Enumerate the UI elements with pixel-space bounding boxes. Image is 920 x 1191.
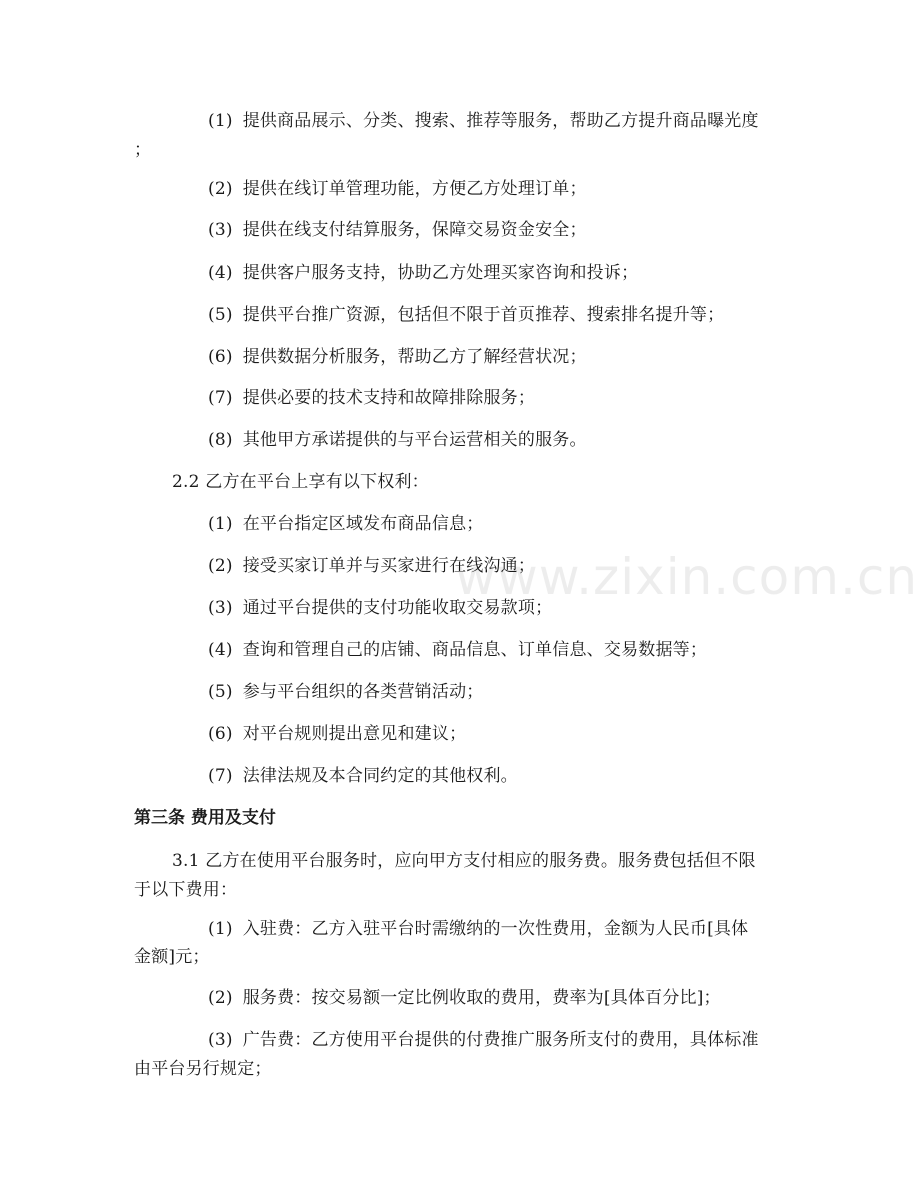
list-item xyxy=(208,555,535,577)
item-number: (3) xyxy=(208,598,233,618)
clause-3-1-continuation: 于以下费用： xyxy=(134,880,238,900)
list-item xyxy=(208,262,638,284)
item-number: (6) xyxy=(208,347,233,367)
item-number: (7) xyxy=(208,388,233,408)
list-item xyxy=(208,178,587,200)
list-item xyxy=(208,681,484,703)
list-item xyxy=(208,639,707,661)
item-number: (5) xyxy=(208,682,233,702)
item-text: 接受买家订单并与买家进行在线沟通； xyxy=(242,556,536,576)
clause-2-2: 2.2 乙方在平台上享有以下权利： xyxy=(172,472,429,492)
item-text: 广告费：乙方使用平台提供的付费推广服务所支付的费用，具体标准 xyxy=(242,1030,759,1050)
list-item xyxy=(208,1029,759,1051)
article-3-heading: 第三条 费用及支付 xyxy=(134,808,276,828)
item-text: 提供在线订单管理功能，方便乙方处理订单； xyxy=(242,179,587,199)
list-item xyxy=(208,110,759,132)
list-item-continuation: 金额]元； xyxy=(134,947,210,967)
item-text: 服务费：按交易额一定比例收取的费用，费率为[具体百分比]； xyxy=(242,988,721,1008)
list-item xyxy=(208,597,552,619)
item-number: (2) xyxy=(208,556,233,576)
watermark: www.zixin.com.cn xyxy=(455,548,919,606)
item-number: (1) xyxy=(208,111,233,131)
item-text: 入驻费：乙方入驻平台时需缴纳的一次性费用，金额为人民币[具体 xyxy=(242,919,749,939)
list-item-continuation: 由平台另行规定； xyxy=(134,1059,272,1079)
list-item xyxy=(208,918,748,940)
item-number: (2) xyxy=(208,988,233,1008)
item-text: 提供客户服务支持，协助乙方处理买家咨询和投诉； xyxy=(242,263,639,283)
item-number: (7) xyxy=(208,766,233,786)
item-text: 查询和管理自己的店铺、商品信息、订单信息、交易数据等； xyxy=(242,640,708,660)
item-text: 提供数据分析服务，帮助乙方了解经营状况； xyxy=(242,347,587,367)
item-text: 提供平台推广资源，包括但不限于首页推荐、搜索排名提升等； xyxy=(242,305,725,325)
list-item xyxy=(208,765,518,787)
clause-3-1: 3.1 乙方在使用平台服务时，应向甲方支付相应的服务费。服务费包括但不限 xyxy=(172,851,756,871)
item-text: 对平台规则提出意见和建议； xyxy=(242,724,467,744)
list-item xyxy=(208,429,587,451)
item-number: (6) xyxy=(208,724,233,744)
item-number: (3) xyxy=(208,220,233,240)
list-item xyxy=(208,219,587,241)
item-number: (4) xyxy=(208,640,233,660)
list-item xyxy=(208,346,587,368)
item-number: (5) xyxy=(208,305,233,325)
item-number: (1) xyxy=(208,514,233,534)
list-item xyxy=(208,513,484,535)
item-text: 参与平台组织的各类营销活动； xyxy=(242,682,484,702)
item-number: (3) xyxy=(208,1030,233,1050)
item-text: 在平台指定区域发布商品信息； xyxy=(242,514,484,534)
item-text: 通过平台提供的支付功能收取交易款项； xyxy=(242,598,553,618)
item-number: (8) xyxy=(208,430,233,450)
item-number: (2) xyxy=(208,179,233,199)
item-text: 法律法规及本合同约定的其他权利。 xyxy=(242,766,518,786)
list-item xyxy=(208,723,466,745)
item-number: (4) xyxy=(208,263,233,283)
list-item xyxy=(208,387,535,409)
item-text: 提供商品展示、分类、搜索、推荐等服务，帮助乙方提升商品曝光度 xyxy=(242,111,759,131)
item-number: (1) xyxy=(208,919,233,939)
item-text: 提供在线支付结算服务，保障交易资金安全； xyxy=(242,220,587,240)
item-text: 其他甲方承诺提供的与平台运营相关的服务。 xyxy=(242,430,587,450)
list-item xyxy=(208,304,724,326)
item-text: 提供必要的技术支持和故障排除服务； xyxy=(242,388,536,408)
list-item xyxy=(208,987,721,1009)
list-item-continuation: ； xyxy=(134,140,152,160)
